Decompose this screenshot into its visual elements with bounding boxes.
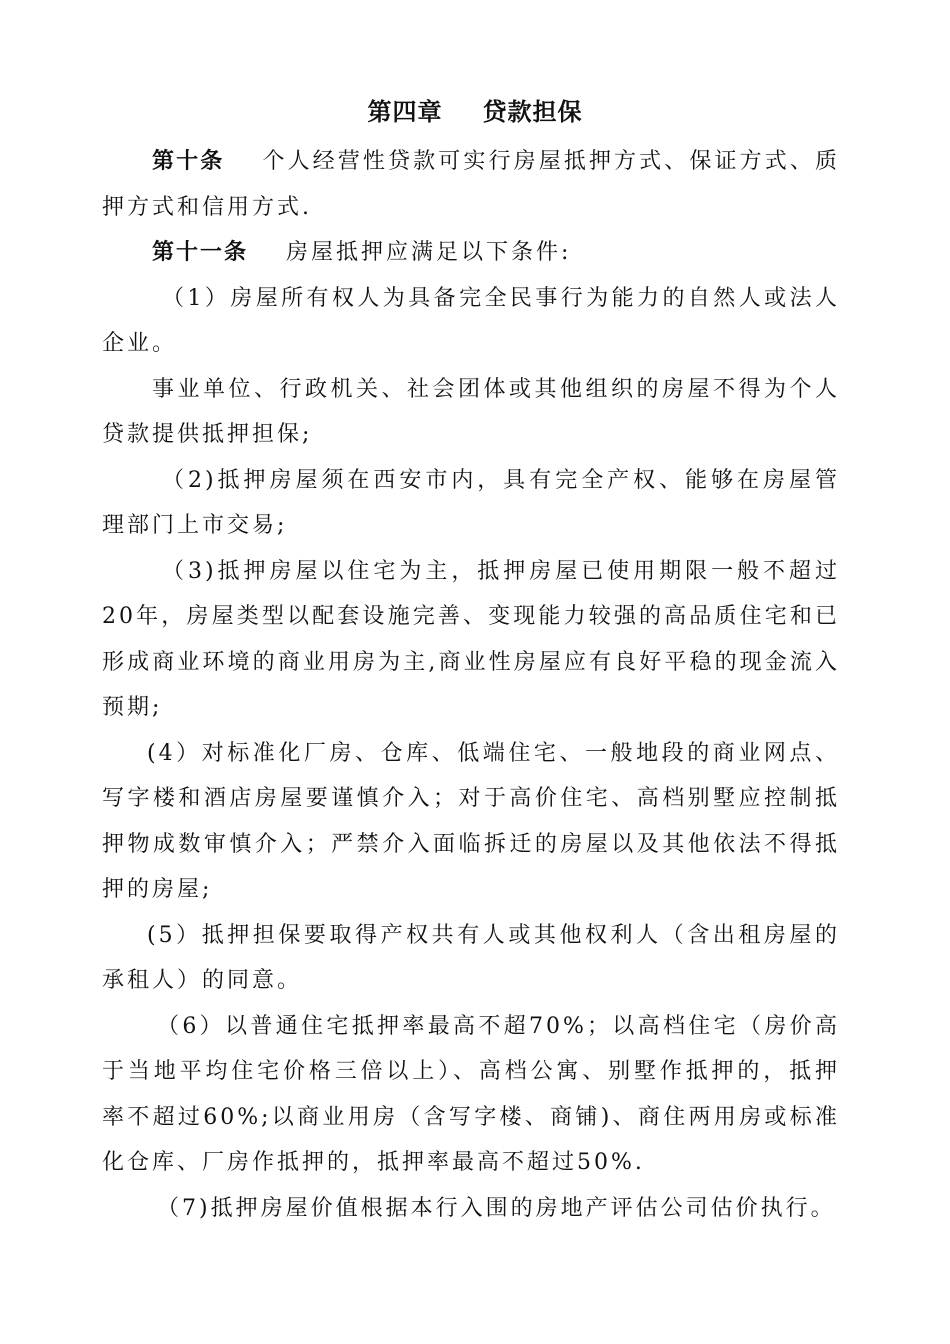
condition-item-3: （3)抵押房屋以住宅为主，抵押房屋已使用期限一般不超过20年，房屋类型以配套设施完善、变现能力较强的高品质住宅和已形成商业环境的商业用房为主,商业性房屋应有良好平稳的现金流入预期; <box>102 558 840 720</box>
document-body <box>102 139 840 1231</box>
condition-note: 事业单位、行政机关、社会团体或其他组织的房屋不得为个人贷款提供抵押担保; <box>102 376 840 447</box>
chapter-heading <box>0 92 950 127</box>
condition-item-7: （7)抵押房屋价值根据本行入围的房地产评估公司估价执行。 <box>157 1195 836 1221</box>
condition-item-5: (5）抵押担保要取得产权共有人或其他权利人（含出租房屋的承租人）的同意。 <box>102 922 840 993</box>
condition-item-4: (4）对标准化厂房、仓库、低端住宅、一般地段的商业网点、写字楼和酒店房屋要谨慎介入；对于高价住宅、高档别墅应控制抵押物成数审慎介入；严禁介入面临拆迁的房屋以及其他依法不得抵押的房屋; <box>102 740 840 902</box>
article-text: 个人经营性贷款可实行房屋抵押方式、保证方式、质押方式和信用方式. <box>102 149 840 220</box>
chapter-title: 贷款担保 <box>482 97 583 126</box>
article-10 <box>102 139 840 230</box>
article-11 <box>102 230 840 276</box>
condition-item-2: （2)抵押房屋须在西安市内，具有完全产权、能够在房屋管理部门上市交易; <box>102 467 840 538</box>
article-number: 第十条 <box>152 148 225 174</box>
article-text: 房屋抵押应满足以下条件: <box>286 240 572 265</box>
chapter-number: 第四章 <box>367 97 443 126</box>
article-number: 第十一条 <box>152 239 249 265</box>
condition-item-6: （6）以普通住宅抵押率最高不超70%；以高档住宅（房价高于当地平均住宅价格三倍以上）、高档公寓、别墅作抵押的，抵押率不超过60%;以商业用房（含写字楼、商铺)、商住两用房或标准化仓库、厂房作抵押的，抵押率最高不超过50%. <box>102 1013 840 1175</box>
condition-item-1: （1）房屋所有权人为具备完全民事行为能力的自然人或法人企业。 <box>102 285 840 356</box>
